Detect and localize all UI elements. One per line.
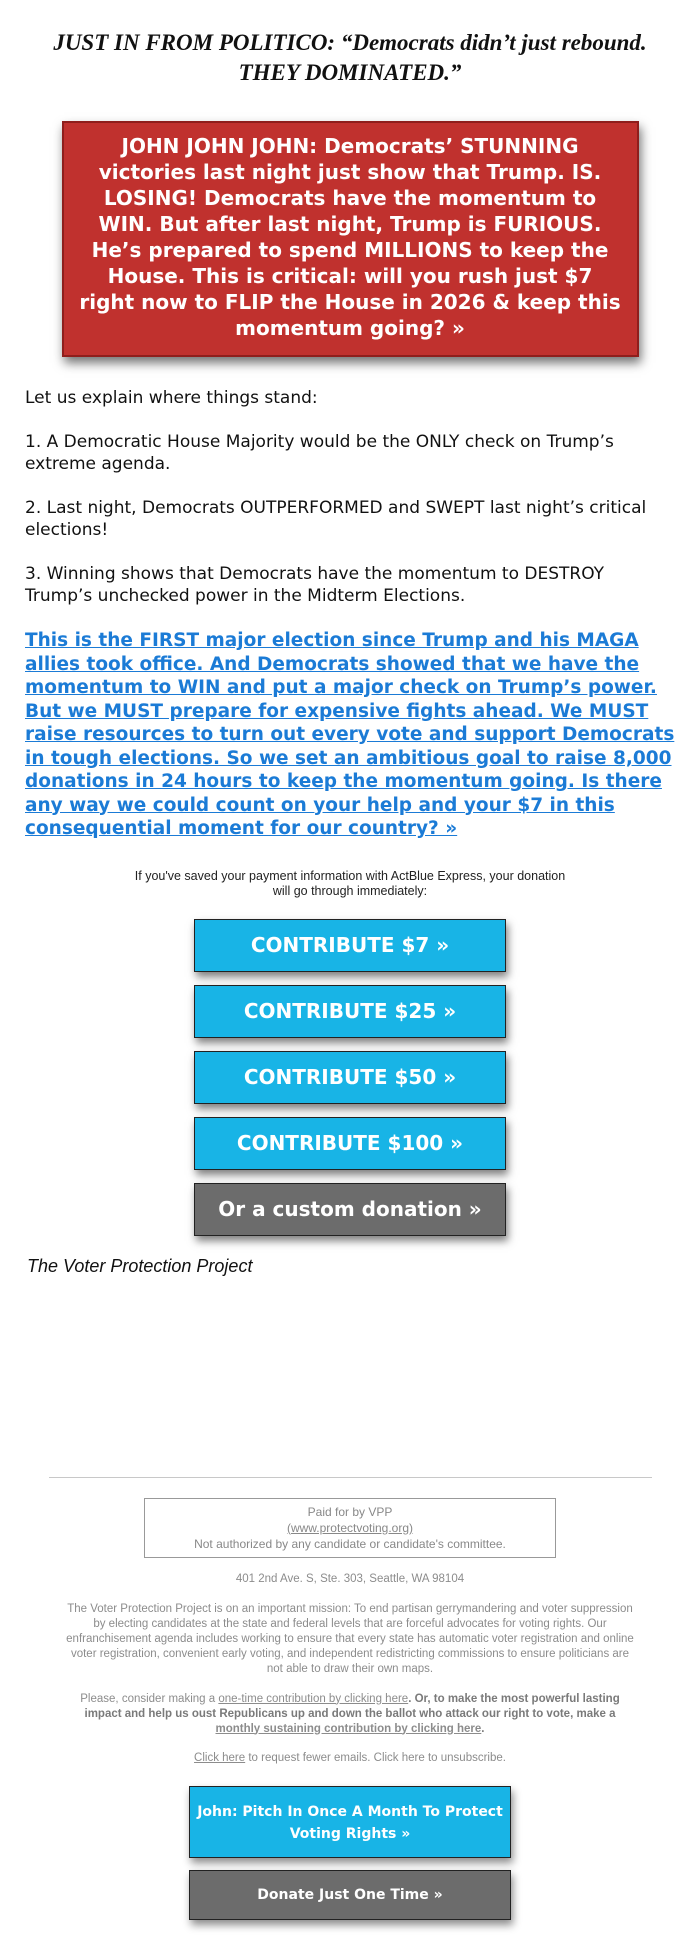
one-time-contribution-link[interactable]: one-time contribution by clicking here xyxy=(218,1692,409,1705)
unsubscribe-rest[interactable]: to request fewer emails. Click here to unsubscribe. xyxy=(245,1751,506,1764)
appeal-link[interactable]: This is the FIRST major election since Trump and his MAGA allies took office. And Democrats showed that we have the momentum to WIN and put a major check on Trump’s power. But we MUST prepare for expensive fights ahead. We MUST raise resources to turn out every vote and support Democrats in tough elections. So we set an ambitious goal to raise 8,000 donations in 24 hours to keep the momentum going. Is there any way we could count on your help and your $7 in this consequential moment for our country? » xyxy=(25,630,675,839)
please-mid: . Or, to make the most powerful lasting impact and help us oust Republicans up and down the ballot who attack our right to vote, make a xyxy=(84,1692,620,1720)
mission-statement: The Voter Protection Project is on an important mission: To end partisan gerrymandering and voter suppression by electing candidates at the state and federal levels that are forceful advocates for voting rights. Our enfranchisement agenda includes working to ensure that every state has automatic voter registration and online voter registration, convenient early voting, and independent redistricting commissions to ensure politicians are not able to draw their own maps. xyxy=(66,1602,634,1675)
mailing-address: 401 2nd Ave. S, Ste. 303, Seattle, WA 98104 xyxy=(235,1572,465,1585)
contribute-buttons xyxy=(194,919,506,1236)
footer-divider xyxy=(49,1477,652,1478)
actblue-note xyxy=(0,869,700,899)
actblue-note-line-1: If you've saved your payment information with ActBlue Express, your donation xyxy=(134,868,566,883)
headline xyxy=(30,0,670,88)
monthly-contribution-link[interactable]: monthly sustaining contribution by clicking here xyxy=(215,1722,482,1735)
point-2: 2. Last night, Democrats OUTPERFORMED and SWEPT last night’s critical elections! xyxy=(25,498,647,540)
paid-for-box xyxy=(144,1498,556,1558)
contribute-100-button[interactable]: CONTRIBUTE $100 » xyxy=(194,1117,506,1170)
monthly-donation-button[interactable]: John: Pitch In Once A Month To Protect Voting Rights » xyxy=(189,1786,511,1858)
please-end: . xyxy=(481,1722,485,1735)
explanation-section xyxy=(0,387,700,607)
not-authorized-text: Not authorized by any candidate or candidate's committee. xyxy=(194,1536,506,1551)
point-3: 3. Winning shows that Democrats have the momentum to DESTROY Trump’s unchecked power in the Midterm Elections. xyxy=(25,564,605,606)
please-prefix: Please, consider making a xyxy=(80,1692,219,1705)
contribution-options-text xyxy=(63,1692,638,1737)
urgent-donate-box[interactable]: JOHN JOHN JOHN: Democrats’ STUNNING victories last night just show that Trump. IS. LOSING! Democrats have the momentum to WIN. But after last night, Trump is FURIOUS. He’s prepared to spend MILLIONS to keep the House. This is critical: will you rush just $7 right now to FLIP the House in 2026 & keep this momentum going? » xyxy=(62,121,639,357)
headline-line-2: THEY DOMINATED.” xyxy=(238,60,462,85)
footer-buttons xyxy=(189,1786,511,1920)
one-time-donation-button[interactable]: Donate Just One Time » xyxy=(189,1870,511,1920)
intro-text: Let us explain where things stand: xyxy=(25,388,318,408)
custom-donation-button[interactable]: Or a custom donation » xyxy=(194,1183,506,1236)
unsubscribe-text xyxy=(0,1751,700,1766)
contribute-25-button[interactable]: CONTRIBUTE $25 » xyxy=(194,985,506,1038)
contribute-7-button[interactable]: CONTRIBUTE $7 » xyxy=(194,919,506,972)
fewer-emails-link[interactable]: Click here xyxy=(194,1751,246,1764)
contribute-50-button[interactable]: CONTRIBUTE $50 » xyxy=(194,1051,506,1104)
point-1: 1. A Democratic House Majority would be the ONLY check on Trump’s extreme agenda. xyxy=(25,432,614,474)
actblue-note-line-2: will go through immediately: xyxy=(272,883,428,898)
website-link[interactable]: (www.protectvoting.org) xyxy=(286,1520,414,1535)
signature: The Voter Protection Project xyxy=(27,1255,253,1276)
headline-line-1: JUST IN FROM POLITICO: “Democrats didn’t just rebound. xyxy=(53,30,647,55)
paid-for-text: Paid for by VPP xyxy=(307,1504,393,1519)
